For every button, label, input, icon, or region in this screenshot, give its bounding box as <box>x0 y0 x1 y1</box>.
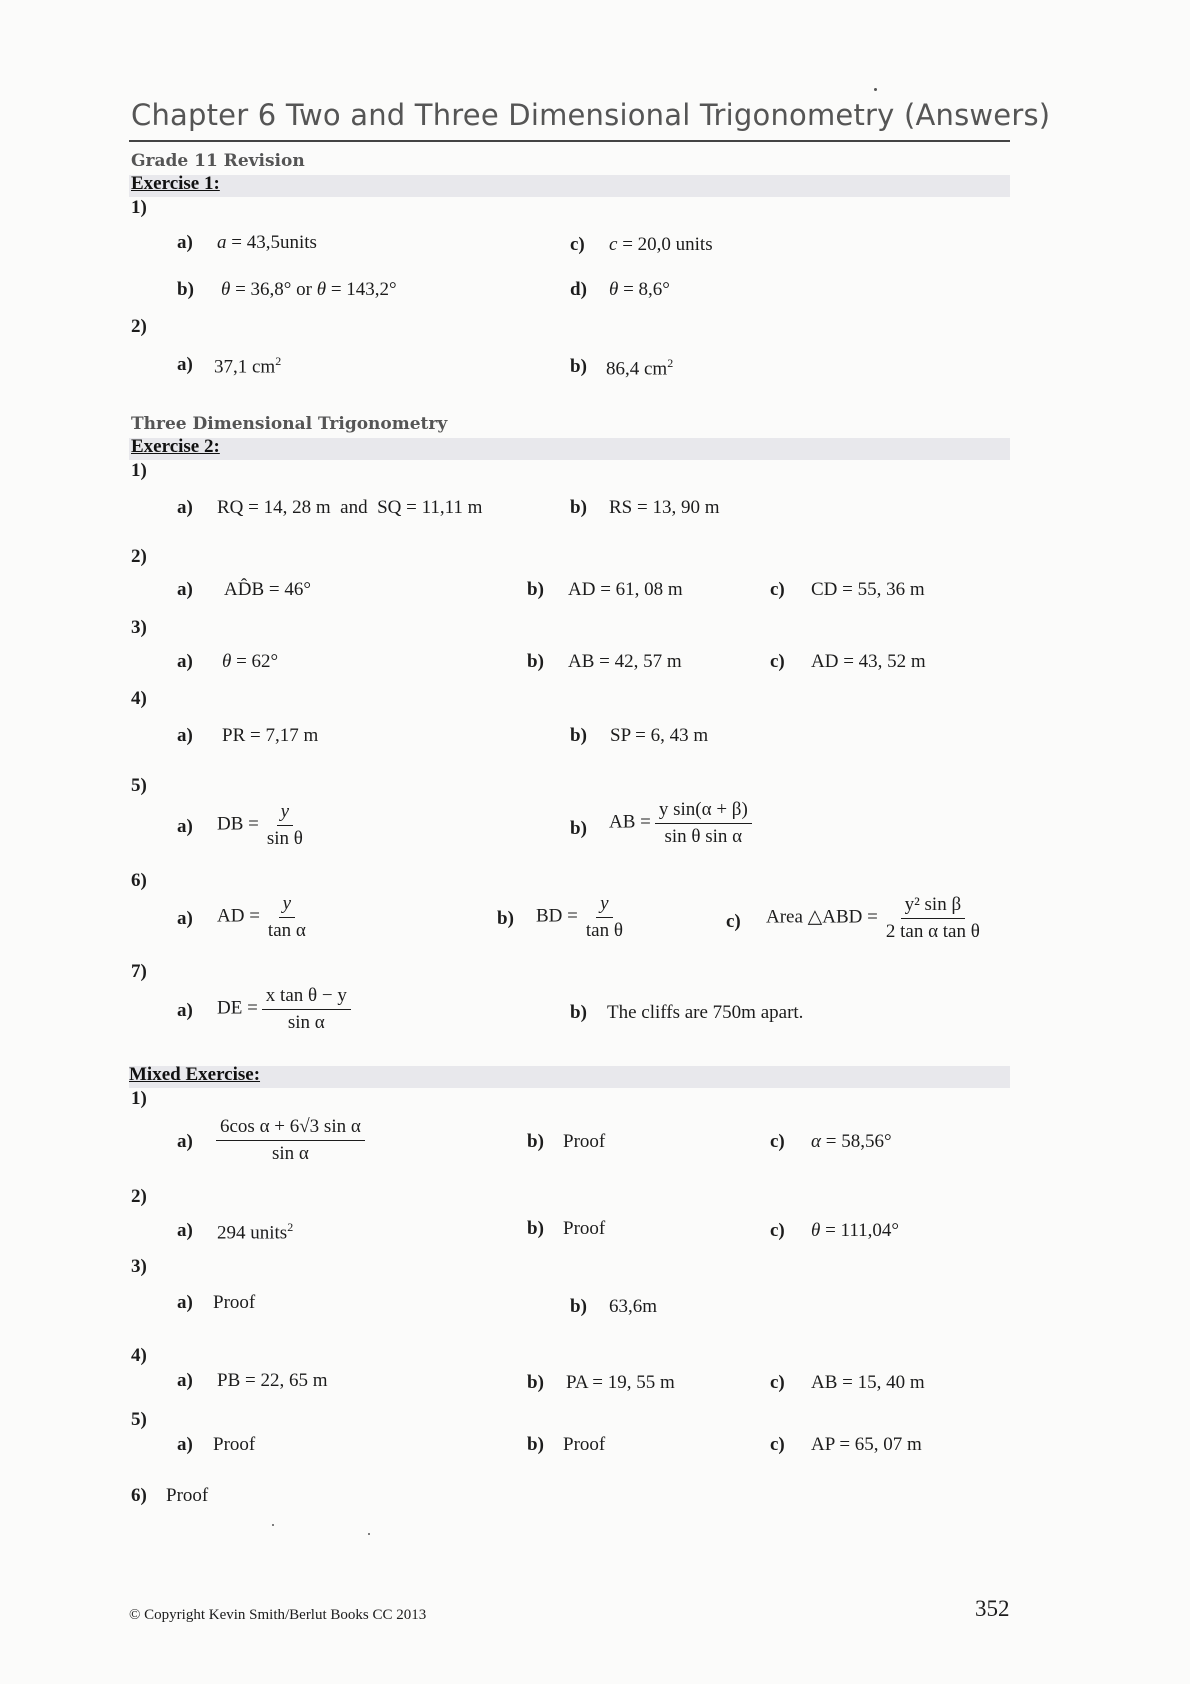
answer: AB = 42, 57 m <box>568 651 682 672</box>
answer: AD = $\frac{y}{\text{tan α}}$ <box>217 893 306 941</box>
part-label: a) <box>177 1220 193 1241</box>
part-label: b) <box>570 725 587 746</box>
answer: c = 20,0 units <box>609 234 713 255</box>
part-label: b) <box>527 1131 544 1152</box>
answer: Proof <box>213 1434 256 1455</box>
answer: DE = $\frac{\text{x tan θ − y}}{\text{sin α}}$ <box>217 985 351 1034</box>
exercise-band <box>129 175 1010 197</box>
answer: θ = 62° <box>222 651 279 672</box>
exercise-heading: Mixed Exercise: <box>129 1064 261 1085</box>
question-number: 1) <box>131 197 147 218</box>
part-label: c) <box>770 579 785 600</box>
part-label: b) <box>527 1218 544 1239</box>
answer: Proof <box>563 1434 606 1455</box>
part-label: c) <box>770 1434 785 1455</box>
part-label: b) <box>570 356 587 377</box>
exercise-band <box>129 438 1010 460</box>
answer: AD = 61, 08 m <box>568 579 683 600</box>
scan-speck <box>874 88 877 91</box>
part-label: a) <box>177 1292 193 1313</box>
part-label: b) <box>177 279 194 300</box>
answer: a = 43,5units <box>217 232 317 253</box>
part-label: c) <box>770 1220 785 1241</box>
question-number: 7) <box>131 961 147 982</box>
question-number: 2) <box>131 1186 147 1207</box>
part-label: b) <box>527 579 544 600</box>
scan-speck <box>368 1533 370 1535</box>
answer: 294 units$^2$ <box>217 1220 294 1244</box>
part-label: a) <box>177 579 193 600</box>
question-number: 4) <box>131 688 147 709</box>
question-number: 5) <box>131 1409 147 1430</box>
answer: Proof <box>213 1292 256 1313</box>
part-label: b) <box>497 908 514 929</box>
part-label: b) <box>570 497 587 518</box>
part-label: c) <box>770 651 785 672</box>
part-label: a) <box>177 1434 193 1455</box>
answer: θ = 8,6° <box>609 279 670 300</box>
answer: 63,6m <box>609 1296 658 1317</box>
footer-copyright: © Copyright Kevin Smith/Berlut Books CC 2013 <box>129 1607 427 1623</box>
answer: Proof <box>563 1218 606 1239</box>
answer: CD = 55, 36 m <box>811 579 925 600</box>
section-title-grade11: Grade 11 Revision <box>131 151 305 171</box>
answer: 37,1 $cm^2$ <box>214 354 282 378</box>
question-number: 3) <box>131 1256 147 1277</box>
part-label: c) <box>770 1131 785 1152</box>
question-number: 3) <box>131 617 147 638</box>
page-title: Chapter 6 Two and Three Dimensional Trigonometry (Answers) <box>131 98 1051 132</box>
answer: RS = 13, 90 m <box>609 497 720 518</box>
question-number: 5) <box>131 775 147 796</box>
part-label: b) <box>570 818 587 839</box>
part-label: b) <box>527 651 544 672</box>
answer: SP = 6, 43 m <box>610 725 709 746</box>
answer: PB = 22, 65 m <box>217 1370 328 1391</box>
page-number: 352 <box>975 1596 1010 1621</box>
part-label: a) <box>177 1370 193 1391</box>
answer: $\frac{\text{6cos α + 6√3 sin α}}{\text{sin α}}$ <box>212 1116 365 1165</box>
answer: RQ = 14, 28 m and SQ = 11,11 m <box>217 497 483 518</box>
question-number: 6) <box>131 1485 147 1506</box>
question-number: 1) <box>131 460 147 481</box>
title-rule <box>129 140 1010 142</box>
question-number: 2) <box>131 546 147 567</box>
answer: Area △ABD = $\frac{\text{y² sin β}}{\text{2 tan α tan θ}}$ <box>766 894 980 942</box>
scan-speck <box>272 1524 274 1526</box>
answer: PA = 19, 55 m <box>566 1372 675 1393</box>
part-label: a) <box>177 908 193 929</box>
part-label: a) <box>177 497 193 518</box>
part-label: b) <box>570 1296 587 1317</box>
answer: AB = 15, 40 m <box>811 1372 925 1393</box>
answer: Proof <box>563 1131 606 1152</box>
question-number: 6) <box>131 870 147 891</box>
part-label: b) <box>570 1002 587 1023</box>
part-label: a) <box>177 1000 193 1021</box>
part-label: b) <box>527 1434 544 1455</box>
part-label: d) <box>570 279 587 300</box>
answer: 86,4 $cm^2$ <box>606 356 674 380</box>
exercise-heading: Exercise 1: <box>131 173 220 194</box>
part-label: c) <box>770 1372 785 1393</box>
answer: BD = $\frac{y}{\text{tan θ}}$ <box>536 893 623 941</box>
answer: θ = 111,04° <box>811 1220 899 1241</box>
question-number: 4) <box>131 1345 147 1366</box>
answer: AB = $\frac{\text{y sin(α + β)}}{\text{sin θ sin α}}$ <box>609 799 752 848</box>
answer: The cliffs are 750m apart. <box>607 1002 804 1023</box>
exercise-band <box>129 1066 1010 1088</box>
answer: AP = 65, 07 m <box>811 1434 922 1455</box>
answer: θ = 36,8° or θ = 143,2° <box>221 279 397 300</box>
part-label: a) <box>177 651 193 672</box>
answer: DB = $\frac{y}{\text{sin θ}}$ <box>217 801 303 849</box>
answer: Proof <box>166 1485 209 1506</box>
answer: AD = 43, 52 m <box>811 651 926 672</box>
part-label: b) <box>527 1372 544 1393</box>
section-title-3d: Three Dimensional Trigonometry <box>131 414 448 434</box>
part-label: a) <box>177 232 193 253</box>
part-label: c) <box>726 911 741 932</box>
part-label: c) <box>570 234 585 255</box>
question-number: 1) <box>131 1088 147 1109</box>
part-label: a) <box>177 725 193 746</box>
answer: PR = 7,17 m <box>222 725 319 746</box>
part-label: a) <box>177 354 193 375</box>
answer: α = 58,56° <box>811 1131 892 1152</box>
question-number: 2) <box>131 316 147 337</box>
exercise-heading: Exercise 2: <box>131 436 220 457</box>
answer: AD̂B = 46° <box>224 579 311 600</box>
part-label: a) <box>177 1131 193 1152</box>
part-label: a) <box>177 816 193 837</box>
